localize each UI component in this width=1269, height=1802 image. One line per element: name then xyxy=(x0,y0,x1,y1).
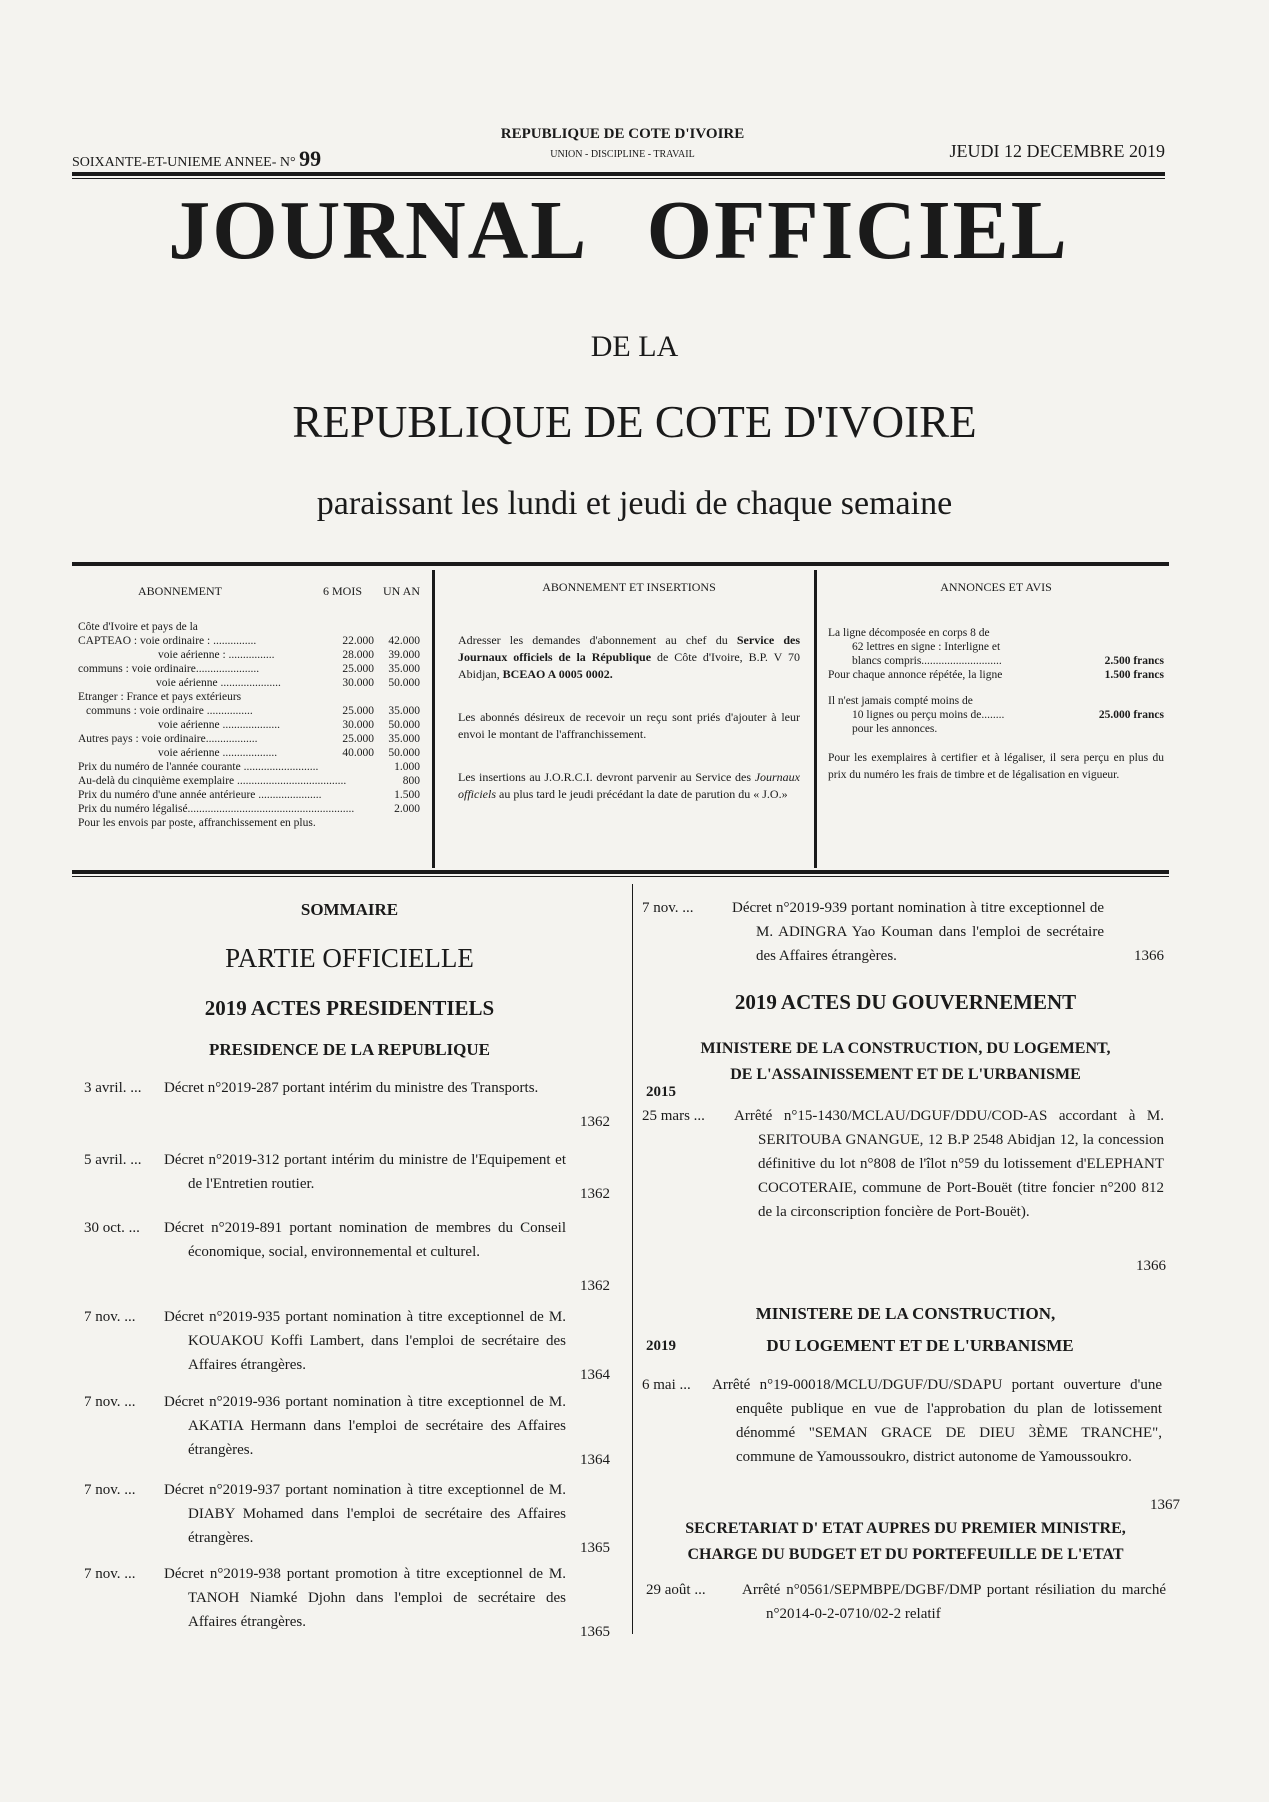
info-box-divider-2 xyxy=(814,570,817,868)
rate-6-mois: 40.000 xyxy=(342,747,374,759)
entry-text: Décret n°2019-935 portant nomination à titre exceptionnel de M. KOUAKOU Koffi Lambert, dans l'emploi de secrétaire des Affaires étrangères. xyxy=(164,1309,566,1373)
entry-date: 7 nov. ... xyxy=(84,1394,136,1410)
rate-un-an: 50.000 xyxy=(388,677,420,689)
legalisation-note: Pour les exemplaires à certifier et à légaliser, il sera perçu en plus du prix du numéro les frais de timbre et de légalisation en vigueur. xyxy=(828,752,1164,781)
price-repeat: 1.500 francs xyxy=(1104,669,1164,681)
deadline-start: Les insertions au J.O.R.C.I. devront parvenir au Service des xyxy=(458,770,751,784)
price-value: 1.500 xyxy=(394,789,420,801)
rate-label: CAPTEAO : voie ordinaire : ............... xyxy=(78,635,257,647)
rate-6-mois: 28.000 xyxy=(342,649,374,661)
entry-date: 5 avril. ... xyxy=(84,1152,142,1168)
subscription-header: ABONNEMENT xyxy=(138,584,222,598)
entry-text: Décret n°2019-939 portant nomination à titre exceptionnel de M. ADINGRA Yao Kouman dans l'emploi de secrétaire des Affaires étrangères. xyxy=(732,900,1104,964)
rate-un-an: 50.000 xyxy=(388,719,420,731)
subscription-row xyxy=(78,718,420,732)
annonces-line: 62 lettres en signe : Interligne et xyxy=(852,641,1001,653)
masthead-rule-top xyxy=(72,172,1165,176)
entry-date: 3 avril. ... xyxy=(84,1080,142,1096)
price-row xyxy=(78,760,420,774)
entry-date: 29 août ... xyxy=(646,1582,706,1598)
presidence-heading: PRESIDENCE DE LA REPUBLIQUE xyxy=(208,1040,491,1059)
entry-text: Décret n°2019-312 portant intérim du ministre de l'Equipement et de l'Entretien routier. xyxy=(164,1152,566,1192)
deadline-italic: Journaux officiels xyxy=(458,770,801,801)
annonces-column xyxy=(828,580,1164,794)
entry-text: Décret n°2019-936 portant nomination à titre exceptionnel de M. AKATIA Hermann dans l'emploi de secrétaire des Affaires étrangères. xyxy=(164,1394,566,1458)
address-line: Adresser les demandes d'abonnement au chef du xyxy=(458,633,728,647)
subscription-row xyxy=(78,732,420,746)
price-row xyxy=(78,802,420,816)
price-rows xyxy=(78,760,420,816)
price-line: 2.500 francs xyxy=(1104,655,1164,667)
annonces-line: Pour chaque annonce répétée, la ligne xyxy=(828,669,1003,681)
price-label: Prix du numéro d'une année antérieure ...................... xyxy=(78,789,322,801)
sommaire-entry xyxy=(642,1104,1169,1274)
ministere-construction-1: MINISTERE DE LA CONSTRUCTION, DU LOGEMENT, xyxy=(700,1040,1111,1057)
rate-label: voie aérienne .................... xyxy=(158,719,280,731)
rate-6-mois xyxy=(332,690,374,704)
sommaire-entry xyxy=(84,1216,624,1312)
col-un-an: UN AN xyxy=(382,584,420,598)
entry-text: Arrêté n°15-1430/MCLAU/DGUF/DDU/COD-AS accordant à M. SERITOUBA GNANGUE, 12 B.P 2548 Abidjan 12, la concession définitive du lot n°808 de l'îlot n°59 du lotissement d'ELEPHANT COCOTERAIE, commune de Port-Bouët (titre foncier n°200 812 de la circonscription foncière de Port-Bouët). xyxy=(734,1108,1164,1220)
secretariat-heading-2: CHARGE DU BUDGET ET DU PORTEFEUILLE DE L'ETAT xyxy=(687,1546,1124,1563)
sommaire-entry xyxy=(646,1578,1166,1638)
entry-text: Décret n°2019-287 portant intérim du ministre des Transports. xyxy=(164,1080,539,1096)
entry-page: 1366 xyxy=(1134,948,1164,964)
subscription-row xyxy=(78,648,420,662)
issue-number xyxy=(72,146,321,172)
price-label: Prix du numéro de l'année courante .......................... xyxy=(78,761,319,773)
subscription-row xyxy=(78,662,420,676)
sommaire-entry xyxy=(84,1390,624,1486)
issue-number-value: 99 xyxy=(299,146,322,171)
rate-un-an: 35.000 xyxy=(388,705,420,717)
insertions-deadline xyxy=(458,769,800,803)
subscription-rates xyxy=(78,584,420,830)
entry-text: Décret n°2019-938 portant promotion à titre exceptionnel de M. TANOH Niamké Djohn dans l'emploi de secrétaire des Affaires étrangères. xyxy=(164,1566,566,1630)
ministere-construction-2: DE L'ASSAINISSEMENT ET DE L'URBANISME xyxy=(730,1066,1081,1083)
annonces-line: 10 lignes ou perçu moins de........ xyxy=(852,709,1005,721)
rate-un-an: 35.000 xyxy=(388,663,420,675)
entry-text: Arrêté n°19-00018/MCLU/DGUF/DU/SDAPU portant ouverture d'une enquête publique en vue de l'approbation du plan de lotissement dénommé "SEMAN GRACE DE DIEU 3ÈME TRANCHE", commune de Yamoussoukro, district autonome de Yamoussoukro. xyxy=(712,1377,1162,1465)
sommaire-title: SOMMAIRE xyxy=(300,900,399,919)
rate-un-an: 39.000 xyxy=(388,649,420,661)
rate-6-mois: 30.000 xyxy=(342,677,374,689)
info-box-bottom-rule-thin xyxy=(72,876,1169,877)
deadline-end: au plus tard le jeudi précédant la date de parution du « J.O.» xyxy=(499,787,788,801)
entry-page: 1364 xyxy=(580,1367,610,1383)
price-row xyxy=(78,774,420,788)
price-value: 2.000 xyxy=(394,803,420,815)
journal-title: JOURNAL OFFICIEL xyxy=(168,184,1069,277)
rate-label: voie aérienne ................... xyxy=(158,747,278,759)
service-name: Service des Journaux officiels de la République xyxy=(458,633,801,664)
price-value: 1.000 xyxy=(394,761,420,773)
ministere-construction2-1: MINISTERE DE LA CONSTRUCTION, xyxy=(755,1304,1056,1323)
info-box-top-rule xyxy=(72,562,1169,566)
rate-6-mois: 30.000 xyxy=(342,719,374,731)
rate-6-mois: 25.000 xyxy=(342,705,374,717)
col-6-mois: 6 MOIS xyxy=(322,584,362,598)
column-divider xyxy=(632,884,633,1634)
sommaire-entry xyxy=(84,1305,624,1401)
year-2015: 2015 xyxy=(646,1084,676,1100)
info-box-bottom-rule xyxy=(72,870,1169,874)
publication-frequency: paraissant les lundi et jeudi de chaque semaine xyxy=(316,485,953,522)
entry-date: 30 oct. ... xyxy=(84,1220,140,1236)
entry-date: 25 mars ... xyxy=(642,1108,705,1124)
partie-officielle: PARTIE OFFICIELLE xyxy=(225,943,474,973)
sommaire-entry xyxy=(642,896,1169,976)
entry-page: 1362 xyxy=(580,1114,610,1130)
rate-label: Autres pays : voie ordinaire.................. xyxy=(78,733,258,745)
subtitle-de-la: DE LA xyxy=(590,330,679,363)
insertions-column xyxy=(458,580,800,815)
insertions-header: ABONNEMENT ET INSERTIONS xyxy=(542,580,716,594)
rate-6-mois: 25.000 xyxy=(342,733,374,745)
entry-page: 1367 xyxy=(1150,1497,1180,1513)
entry-text: Décret n°2019-937 portant nomination à titre exceptionnel de M. DIABY Mohamed dans l'emploi de secrétaire des Affaires étrangères. xyxy=(164,1482,566,1546)
entry-page: 1365 xyxy=(580,1540,610,1556)
price-label: Au-delà du cinquième exemplaire ...................................... xyxy=(78,775,347,787)
entry-page: 1364 xyxy=(580,1452,610,1468)
issue-prefix: SOIXANTE-ET-UNIEME ANNEE- N° xyxy=(72,155,296,170)
subscription-row xyxy=(78,746,420,760)
annonces-line: blancs compris............................ xyxy=(852,655,1002,667)
subscription-row xyxy=(78,704,420,718)
price-label: Prix du numéro légalisé.......................................................... xyxy=(78,803,355,815)
rate-label: voie aérienne ..................... xyxy=(156,677,281,689)
sommaire-entry xyxy=(84,1478,624,1574)
rate-label: communs : voie ordinaire ................ xyxy=(86,705,253,717)
year-2019: 2019 xyxy=(646,1338,676,1354)
actes-gouvernement: 2019 ACTES DU GOUVERNEMENT xyxy=(734,990,1077,1014)
rate-label: voie aérienne : ................ xyxy=(158,649,275,661)
sommaire-entry xyxy=(84,1076,624,1148)
subscription-intro: Côte d'Ivoire et pays de la xyxy=(78,621,198,633)
entry-date: 6 mai ... xyxy=(642,1377,691,1393)
address-bp: de Côte d'Ivoire, B.P. V 70 Abidjan, xyxy=(458,650,801,681)
entry-page: 1362 xyxy=(580,1186,610,1202)
masthead-rule-top-thin xyxy=(72,178,1165,179)
sommaire-entry xyxy=(642,1373,1180,1513)
rate-label: communs : voie ordinaire...................... xyxy=(78,663,260,675)
annonces-line: La ligne décomposée en corps 8 de xyxy=(828,627,990,639)
entry-date: 7 nov. ... xyxy=(642,900,694,916)
entry-date: 7 nov. ... xyxy=(84,1566,136,1582)
ministere-construction2-2: DU LOGEMENT ET DE L'URBANISME xyxy=(766,1336,1074,1355)
rate-un-an: 50.000 xyxy=(388,747,420,759)
info-box-divider-1 xyxy=(432,570,435,868)
entry-date: 7 nov. ... xyxy=(84,1482,136,1498)
entry-page: 1366 xyxy=(1136,1258,1166,1274)
entry-text: Arrêté n°0561/SEPMBPE/DGBF/DMP portant résiliation du marché n°2014-0-2-0710/02-2 relatif xyxy=(742,1582,1166,1622)
national-motto: UNION - DISCIPLINE - TRAVAIL xyxy=(550,149,695,160)
entry-text: Décret n°2019-891 portant nomination de membres du Conseil économique, social, environnemental et culturel. xyxy=(164,1220,566,1260)
price-row xyxy=(78,788,420,802)
rate-6-mois: 22.000 xyxy=(342,635,374,647)
entry-date: 7 nov. ... xyxy=(84,1309,136,1325)
price-value: 800 xyxy=(402,775,420,787)
actes-presidentiels: 2019 ACTES PRESIDENTIELS xyxy=(204,996,495,1020)
subscription-row xyxy=(78,634,420,648)
postal-note: Pour les envois par poste, affranchissement en plus. xyxy=(78,817,316,829)
entry-page: 1365 xyxy=(580,1624,610,1640)
rate-un-an xyxy=(374,690,420,704)
annonces-line: Il n'est jamais compté moins de xyxy=(828,695,973,707)
price-minimum: 25.000 francs xyxy=(1098,709,1164,721)
sommaire-entry xyxy=(84,1148,624,1220)
rate-un-an: 35.000 xyxy=(388,733,420,745)
annonces-line: pour les annonces. xyxy=(852,723,938,735)
subscription-row xyxy=(78,690,420,704)
bank-account: BCEAO A 0005 0002. xyxy=(502,667,613,681)
receipt-note: Les abonnés désireux de recevoir un reçu sont priés d'ajouter à leur envoi le montant de l'affranchissement. xyxy=(458,710,800,741)
republic-heading: REPUBLIQUE DE COTE D'IVOIRE xyxy=(500,126,745,142)
republic-name: REPUBLIQUE DE COTE D'IVOIRE xyxy=(292,397,977,447)
entry-page: 1362 xyxy=(580,1278,610,1294)
secretariat-heading-1: SECRETARIAT D' ETAT AUPRES DU PREMIER MINISTRE, xyxy=(685,1520,1126,1537)
subscription-row xyxy=(78,676,420,690)
rate-un-an: 42.000 xyxy=(388,635,420,647)
sommaire-entry xyxy=(84,1562,624,1658)
rate-label: Etranger : France et pays extérieurs xyxy=(78,691,242,703)
insertions-address xyxy=(458,632,800,683)
issue-date: JEUDI 12 DECEMBRE 2019 xyxy=(949,141,1165,161)
annonces-header: ANNONCES ET AVIS xyxy=(940,580,1052,594)
rate-6-mois: 25.000 xyxy=(342,663,374,675)
subscription-rows xyxy=(78,634,420,760)
